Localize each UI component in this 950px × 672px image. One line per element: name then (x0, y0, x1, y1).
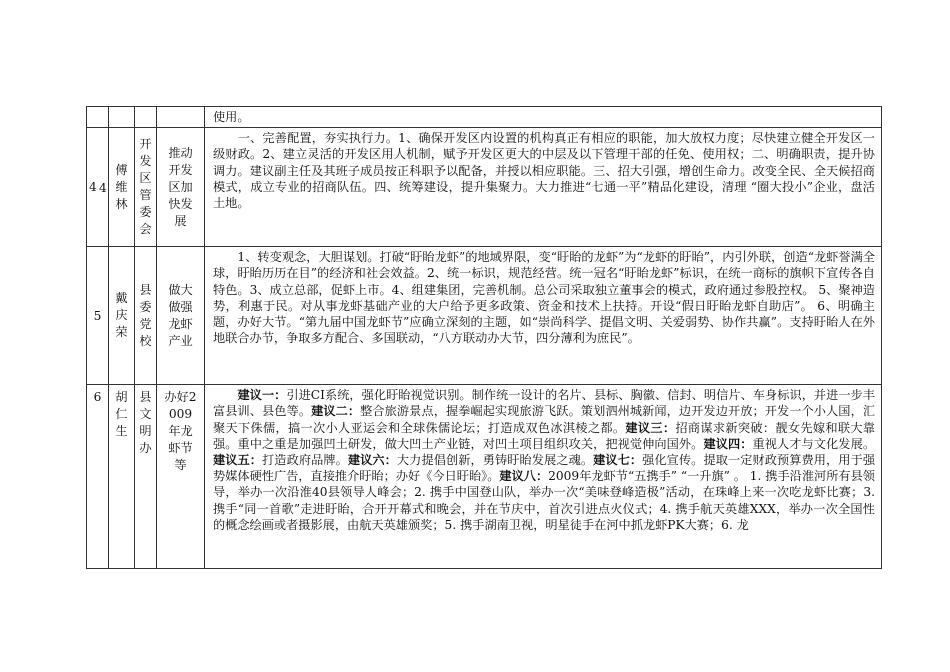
proposer-name-cell (109, 247, 135, 385)
unit-name-cell (135, 385, 157, 569)
proposer-name: 戴庆荣 (115, 291, 128, 340)
row-number: 6 (87, 385, 109, 569)
content-text: 使用。 (213, 110, 250, 124)
suggestion-heading: 建议一： (213, 388, 287, 403)
proposer-name-cell (109, 385, 135, 569)
suggestion-heading: 建议六： (347, 453, 397, 468)
suggestion-text: 大力提倡创新，勇铸盱眙发展之魂。 (396, 453, 594, 468)
content-text: 一、完善配置，夯实执行力。1、确保开发区内设置的机构真正有相应的职能，加大放权力度；尽快建立健全开发区一级财政。2、建立灵活的开发区用人机制，赋予开发区更大的中层及以下管理干部的任免、使用权；二、明确职责，提升协调力。建议副主任及其班子成员按正科职予以配备，并授以相应职能。三、招大引强，增创生命力。改变全民、全天候招商模式，成立专业的招商队伍。四、统筹建设，提升集聚力。大力推进“七通一平”精品化建设，清理 “圈大投小”企业，盘活土地。 (213, 131, 875, 211)
proposal-content (205, 247, 882, 385)
suggestion-heading: 建议七： (593, 453, 643, 468)
row-number: 4 (89, 180, 97, 195)
proposal-table (86, 106, 882, 569)
table-row (87, 247, 882, 385)
proposal-content (205, 107, 882, 128)
suggestion-text: 重视人才与文化发展。 (752, 436, 876, 451)
suggestion-text: 打造政府品牌。 (262, 453, 348, 468)
unit-name: 县文明办 (139, 390, 152, 456)
topic-cell (157, 247, 205, 385)
unit-name: 开发区管委会 (139, 137, 152, 237)
suggestion-heading: 建议八： (499, 469, 549, 484)
row-number-extra: 4 (99, 181, 107, 196)
row-number (87, 107, 109, 128)
topic-cell (157, 128, 205, 247)
suggestion-heading: 建议五： (213, 453, 263, 468)
suggestion-text: 2009年龙虾节“五携手” “一升旗” 。 1. 携手沿淮河所有县领导，举办一次沿淮40县领导人峰会；2. 携手中国登山队，举办一次“美味登峰造极”活动，在珠峰上来一次吃龙虾比赛；3. 携手“同一首歌”走进盱眙，合开开幕式和晚会，并在节庆中，首次引进点火仪式；4. 携手航天英雄XXX，举办一次全国性的概念绘画或者摄影展，由航天英雄颁奖；5. 携手湖南卫视，明星徒手在河中抓龙虾PK大赛；6. 龙 (213, 469, 875, 532)
unit-name (135, 107, 157, 128)
table-row (87, 128, 882, 247)
proposal-content (205, 385, 882, 569)
content-text (213, 388, 875, 532)
proposal-content (205, 128, 882, 247)
table-row (87, 385, 882, 569)
suggestion-heading: 建议二： (311, 404, 361, 419)
suggestion-text: 整合旅游景点，握拳崛起实现旅游飞跃。策划泗州城新闻，边开发边开放；开发一个小人国，汇聚天下侏儒，搞一次小人亚运会和全球侏儒论坛；打造成双色冰淇棱之都。 (213, 404, 876, 435)
suggestion-text: 强化宣传。提取一定财政预算费用，用于强势媒体硬性广告，直接推介盱眙；办好《今日盱眙》。 (213, 453, 876, 484)
topic: 办好2009年龙虾节等 (164, 390, 197, 473)
unit-name-cell (135, 128, 157, 247)
topic: 做大做强龙虾产业 (168, 282, 193, 348)
proposer-name-cell (109, 128, 135, 247)
row-number-cell (87, 128, 109, 247)
proposer-name: 胡仁生 (115, 390, 128, 439)
unit-name-cell (135, 247, 157, 385)
proposer-name (109, 107, 135, 128)
suggestion-text: 招商谋求新突破：靓女先嫁和联大靠强。重中之重是加强凹土研发，做大凹土产业链，对凹土项目组织攻关，把视觉伸向国外。 (213, 420, 876, 451)
content-text: 1、转变观念，大胆谋划。打破“盱眙龙虾”的地域界限，变“盱眙的龙虾”为“龙虾的盱眙”，内引外联，创造“龙虾誉满全球，盱眙历历在目”的经济和社会效益。2、统一标识，规范经营。统一冠名“盱眙龙虾”标识，在统一商标的旗帜下宣传各自特色。3、成立总部，促虾上市。4、组建集团，完善机制。总公司采取独立董事会的模式，政府通过参股控权。 5、聚神造势，利惠于民。对从事龙虾基础产业的大户给予更多政策、资金和技术上扶持。开设“假日盱眙龙虾自助店”。 6、明确主题，办好大节。“第九届中国龙虾节”应确立深刻的主题，如“崇尚科学、提倡文明、关爱弱势、协作共赢”。支持盱眙人在外地联合办节，争取多方配合、多国联动，“八方联动办大节，四分薄利为庶民”。 (213, 250, 875, 346)
table-row (87, 107, 882, 128)
proposer-name: 傅维林 (115, 162, 128, 211)
suggestion-text: 引进CI系统，强化盱眙视觉识别。制作统一设计的名片、县标、胸徽、信封、明信片、车身标识，并进一步丰富县训、县色等。 (213, 388, 875, 419)
suggestion-heading: 建议三： (625, 420, 676, 435)
topic-cell (157, 385, 205, 569)
unit-name: 县委党校 (139, 282, 152, 348)
topic: 推动开发区加快发展 (168, 145, 193, 228)
suggestion-heading: 建议四： (703, 436, 753, 451)
row-number: 5 (87, 247, 109, 385)
topic (157, 107, 205, 128)
